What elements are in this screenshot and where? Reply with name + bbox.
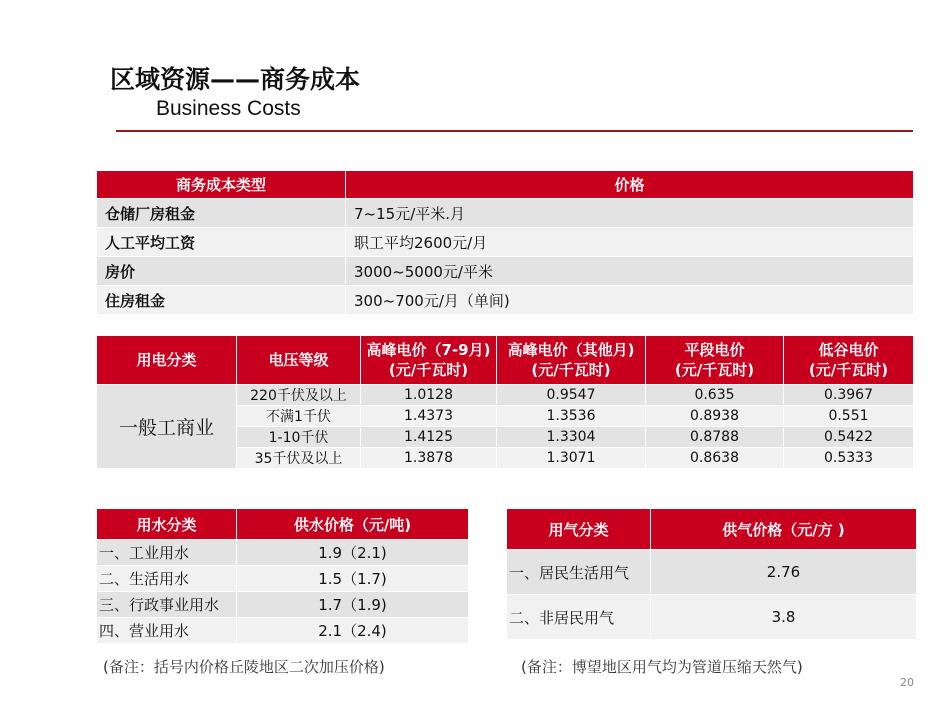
price-cell: 1.0128	[361, 385, 497, 406]
business-cost-table	[96, 170, 914, 315]
price-cell: 1.3071	[497, 448, 646, 469]
header-unit: (元/千瓦时)	[531, 361, 611, 379]
column-header: 用水分类	[97, 509, 237, 540]
water-price-cell: 1.9（2.1)	[237, 540, 469, 566]
price-cell: 0.8638	[646, 448, 784, 469]
voltage-cell: 220千伏及以上	[237, 385, 361, 406]
header-unit: (元/千瓦时)	[674, 361, 755, 379]
price-cell: 0.635	[646, 385, 784, 406]
table-header-row	[97, 509, 469, 540]
cost-price-cell: 300~700元/月（单间)	[346, 286, 914, 315]
price-cell: 1.3304	[497, 427, 646, 448]
column-header: 供水价格（元/吨)	[237, 509, 469, 540]
cost-type-cell: 仓储厂房租金	[97, 199, 346, 228]
cost-type-cell: 房价	[97, 257, 346, 286]
voltage-cell: 不满1千伏	[237, 406, 361, 427]
page-title: 区域资源——商务成本	[110, 65, 361, 94]
header-line: 低谷电价	[818, 341, 879, 359]
voltage-cell: 1-10千伏	[237, 427, 361, 448]
column-header	[361, 336, 497, 385]
cost-price-cell: 职工平均2600元/月	[346, 228, 914, 257]
price-cell: 1.4373	[361, 406, 497, 427]
price-cell: 0.8788	[646, 427, 784, 448]
header-unit: (元/千瓦时)	[388, 361, 469, 379]
water-price-cell: 2.1（2.4)	[237, 618, 469, 644]
table-row	[97, 257, 914, 286]
gas-price-table	[506, 508, 917, 640]
column-header: 供气价格（元/方 )	[651, 509, 917, 550]
water-note: (备注：括号内价格丘陵地区二次加压价格)	[103, 658, 385, 676]
table-row	[507, 595, 917, 640]
cost-type-cell: 住房租金	[97, 286, 346, 315]
column-header: 商务成本类型	[97, 171, 346, 199]
price-cell: 0.551	[784, 406, 914, 427]
header-unit: (元/千瓦时)	[808, 361, 889, 379]
table-row	[507, 550, 917, 595]
cost-price-cell: 7~15元/平米.月	[346, 199, 914, 228]
gas-price-cell: 3.8	[651, 595, 917, 640]
table-row	[97, 228, 914, 257]
price-cell: 0.5422	[784, 427, 914, 448]
column-header	[784, 336, 914, 385]
water-type-cell: 四、营业用水	[97, 618, 237, 644]
cost-price-cell: 3000~5000元/平米	[346, 257, 914, 286]
column-header: 电压等级	[237, 336, 361, 385]
category-cell: 一般工商业	[97, 385, 237, 469]
table-row	[97, 592, 469, 618]
table-row	[97, 199, 914, 228]
table-header-row	[97, 171, 914, 199]
gas-note: (备注：博望地区用气均为管道压缩天然气)	[521, 658, 803, 676]
page-number: 20	[900, 676, 914, 689]
column-header	[646, 336, 784, 385]
water-type-cell: 一、工业用水	[97, 540, 237, 566]
gas-type-cell: 二、非居民用气	[507, 595, 651, 640]
table-row	[97, 385, 914, 406]
price-cell: 1.3878	[361, 448, 497, 469]
column-header: 用气分类	[507, 509, 651, 550]
price-cell: 0.8938	[646, 406, 784, 427]
cost-type-cell: 人工平均工资	[97, 228, 346, 257]
gas-type-cell: 一、居民生活用气	[507, 550, 651, 595]
table-header-row	[507, 509, 917, 550]
table-row	[97, 566, 469, 592]
price-cell: 0.9547	[497, 385, 646, 406]
water-price-cell: 1.7（1.9)	[237, 592, 469, 618]
column-header: 价格	[346, 171, 914, 199]
header-line: 高峰电价（其他月)	[507, 341, 635, 359]
water-price-table	[96, 508, 469, 644]
header-line: 平段电价	[684, 341, 745, 359]
electricity-price-table	[96, 335, 914, 469]
price-cell: 1.3536	[497, 406, 646, 427]
price-cell: 0.3967	[784, 385, 914, 406]
voltage-cell: 35千伏及以上	[237, 448, 361, 469]
table-header-row	[97, 336, 914, 385]
gas-price-cell: 2.76	[651, 550, 917, 595]
price-cell: 1.4125	[361, 427, 497, 448]
column-header	[497, 336, 646, 385]
table-row	[97, 286, 914, 315]
water-price-cell: 1.5（1.7)	[237, 566, 469, 592]
column-header: 用电分类	[97, 336, 237, 385]
title-divider	[116, 130, 913, 132]
page-subtitle: Business Costs	[156, 97, 301, 120]
header-line: 高峰电价（7-9月)	[366, 341, 491, 359]
table-row	[97, 618, 469, 644]
water-type-cell: 二、生活用水	[97, 566, 237, 592]
water-type-cell: 三、行政事业用水	[97, 592, 237, 618]
price-cell: 0.5333	[784, 448, 914, 469]
table-row	[97, 540, 469, 566]
